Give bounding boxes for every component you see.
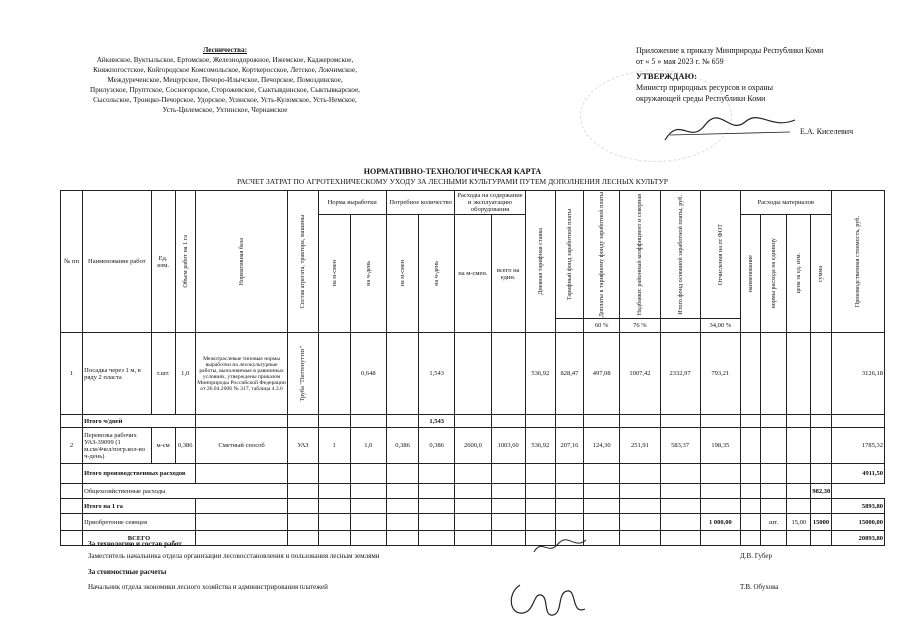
cell-fund: 828,47: [555, 333, 583, 415]
cell-volume: 0,386: [175, 428, 195, 464]
cell-base: Сметный способ: [195, 428, 288, 464]
totals-row: [61, 499, 885, 514]
cell-prod-cost: 3126,18: [831, 333, 884, 415]
document-title: НОРМАТИВНО-ТЕХНОЛОГИЧЕСКАЯ КАРТА: [363, 167, 542, 176]
cell-allowance: 1007,42: [620, 333, 660, 415]
cell-norm-day: 1,0: [350, 428, 386, 464]
col-mat-name: наименование: [747, 254, 755, 293]
table-row: [61, 333, 885, 415]
cell-unit: м-см: [151, 428, 175, 464]
cost-table: [60, 190, 885, 546]
subtotal-label: Итого ч/дней: [83, 415, 196, 428]
order-line: от « 5 » мая 2023 г. № 659: [636, 57, 724, 66]
forestries-block: [60, 45, 390, 115]
grand-total-value: 20893,80: [831, 531, 884, 546]
seedlings-unit: шт.: [761, 514, 787, 531]
table-row: [61, 428, 885, 464]
pct-allowance: 76 %: [620, 319, 660, 333]
signature-obukhova: [505, 575, 590, 625]
cell-need-shift: 0,386: [386, 428, 418, 464]
seedlings-price: 15,00: [787, 514, 811, 531]
col-composition: Состав агрегата, трактора, машины: [299, 214, 307, 309]
cell-surcharge: 497,08: [584, 333, 620, 415]
total-label: Итого производственных расходов: [83, 464, 196, 484]
col-equip-shift: на м-смен.: [455, 215, 491, 333]
col-unit: Ед. изм.: [151, 191, 175, 333]
ministry-line: окружающей среды Республики Коми: [636, 94, 766, 103]
cell-norm-shift: 1: [318, 428, 350, 464]
col-num: № пп: [61, 191, 83, 333]
cell-composition: Труба "Питтенуттиз": [299, 345, 307, 402]
totals-row: [61, 464, 885, 484]
cell-allowance: 251,91: [620, 428, 660, 464]
cell-num: 1: [61, 333, 83, 415]
cell-num: 2: [61, 428, 83, 464]
signature-guber: [530, 536, 590, 558]
footer-person-2: Т.В. Обухова: [740, 583, 779, 591]
cell-total-fund: 2332,97: [660, 333, 700, 415]
pct-surcharge: 60 %: [584, 319, 620, 333]
col-mat-price: цена за ед. изм.: [795, 253, 803, 294]
col-need: Потребное количество: [386, 191, 454, 215]
document-subtitle: РАСЧЕТ ЗАТРАТ ПО АГРОТЕХНИЧЕСКОМУ УХОДУ ЗА ЛЕСНЫМИ КУЛЬТУРАМИ ПУТЕМ ДОПОЛНЕНИЯ ЛЕСНЫХ КУЛЬТУР: [237, 177, 668, 186]
subtotal-row: [61, 415, 885, 428]
cell-fund: 207,16: [555, 428, 583, 464]
subtotal-value: 1,543: [419, 415, 455, 428]
totals-row: [61, 484, 885, 499]
cell-rate: 536,92: [525, 428, 555, 464]
footer-role-1: Заместитель начальника отдела организации лесовосстановления и пользования лесным землями: [88, 552, 380, 560]
seedlings-qty: 1 000,00: [700, 514, 740, 531]
col-deduct: Отчисления на от ФОТ: [716, 223, 724, 286]
forestries-line: Сысольское, Троицко-Печорское, Удорское, Усинское, Усть-Куломское, Усть-Немское,: [93, 96, 357, 104]
col-surcharge: Доплаты к тарифному фонду заработной платы: [598, 192, 606, 318]
cell-equip-shift: 2600,0: [455, 428, 491, 464]
cell-base: Межотраслевые типовые нормы выработки на лесокультурные работы, выполняемые в равнинных условиях, утверждены приказом Минприроды Российской Федерации от 26.04.2006 № 317, таблица 4.3.6: [195, 333, 288, 415]
forestries-title: Лесничества:: [203, 46, 247, 54]
col-mat-sum: сумма: [817, 265, 825, 282]
cell-composition: УАЗ: [288, 428, 318, 464]
col-equip-total: всего на един.: [491, 215, 525, 333]
forestries-line: Княжпогостское, Койгородское Комсомольское, Корткеросское, Летское, Локчимское,: [93, 66, 357, 74]
cell-norm-day: 0,648: [350, 333, 386, 415]
col-mat-norm: нормы расхода на единицу: [770, 238, 778, 309]
cell-volume: 1,0: [175, 333, 195, 415]
col-rate: Дневная тарифная ставка: [536, 228, 544, 296]
seedlings-cost: 15000,00: [831, 514, 884, 531]
col-need-day: на ч-день: [433, 261, 441, 287]
cell-need-day: 0,386: [419, 428, 455, 464]
cell-unit: т.шт.: [151, 333, 175, 415]
col-fund: Тарифный фонд заработной платы: [565, 209, 573, 301]
footer-person-1: Д.В. Губер: [740, 552, 772, 560]
col-allowance: Надбавки: районный коэффициент и северная: [636, 193, 644, 316]
col-prod-cost: Производственная стоимость, руб.: [854, 216, 862, 308]
total-label: Общехозяйственные расходы: [83, 484, 288, 499]
cell-equip-total: 1003,60: [491, 428, 525, 464]
footer-section-cost: За стоимостные расчеты: [88, 568, 167, 576]
pct-deduct: 34,00 %: [700, 319, 740, 333]
seedlings-label: Приобретение сеянцев: [83, 514, 196, 531]
total-value: 4911,50: [831, 464, 884, 484]
cell-deduct: 198,35: [700, 428, 740, 464]
col-total-fund: Итого фонд основной заработной платы, руб.: [676, 194, 684, 315]
col-equip: Расходы на содержание и эксплуатацию оборудования: [455, 191, 525, 215]
appendix-line: Приложение к приказу Минприроды Республики Коми: [636, 46, 824, 55]
footer-section-tech: За технологию и состав работ: [88, 540, 182, 548]
col-norm-shift: на м-смен: [330, 260, 338, 287]
footer-role-2: Начальник отдела экономики лесного хозяйства и администрирования платежей: [88, 583, 328, 591]
minister-name: Е.А. Киселевич: [800, 127, 854, 136]
cell-name: Посадка через 1 м, в ряду 2 пласта: [83, 333, 151, 415]
col-need-shift: на м-смен: [399, 260, 406, 287]
col-base: Нормативная база: [238, 237, 246, 286]
cell-rate: 536,92: [525, 333, 555, 415]
cell-total-fund: 583,37: [660, 428, 700, 464]
cell-name: Перевозка рабочих УАЗ-39099 (1 м.см/4чел/погр.кол-во ч-день): [83, 428, 151, 464]
minister-signature: [660, 110, 800, 150]
col-materials: Расходы материалов: [740, 191, 831, 215]
cell-deduct: 793,21: [700, 333, 740, 415]
forestries-line: Междуреченское, Мещурское, Печоро-Илычское, Печорское, Помоздинское,: [107, 76, 343, 84]
total-label: Итого на 1 га: [83, 499, 196, 514]
forestries-line: Прилузское, Пруптское, Сосногорское, Сторожевское, Сыктывдинское, Сыктывкарское,: [90, 86, 360, 94]
seedlings-row: [61, 514, 885, 531]
total-value: 982,30: [811, 484, 831, 499]
grand-total-row: [61, 531, 885, 546]
col-norm-day: на ч-день: [364, 261, 372, 287]
minister-line: Министр природных ресурсов и охраны: [636, 83, 773, 92]
col-norm: Норма выработки: [318, 191, 386, 215]
cell-need-day: 1,543: [419, 333, 455, 415]
grand-total-label: ВСЕГО: [83, 531, 196, 546]
approve-label: УТВЕРЖДАЮ:: [636, 71, 697, 81]
forestries-line: Айкинское, Вуктыльское, Ертомское, Железнодорожное, Ижемское, Каджеромское,: [96, 56, 354, 64]
col-name: Наименование работ: [83, 191, 151, 333]
seedlings-sum: 15000: [811, 514, 831, 531]
cell-prod-cost: 1785,32: [831, 428, 884, 464]
col-volume: Объем работ на 1 га: [181, 235, 189, 288]
forestries-line: Усть-Цилемское, Ухтинское, Чернамское: [162, 106, 288, 114]
total-value: 5893,80: [831, 499, 884, 514]
approval-block: [636, 45, 896, 104]
cell-surcharge: 124,30: [584, 428, 620, 464]
